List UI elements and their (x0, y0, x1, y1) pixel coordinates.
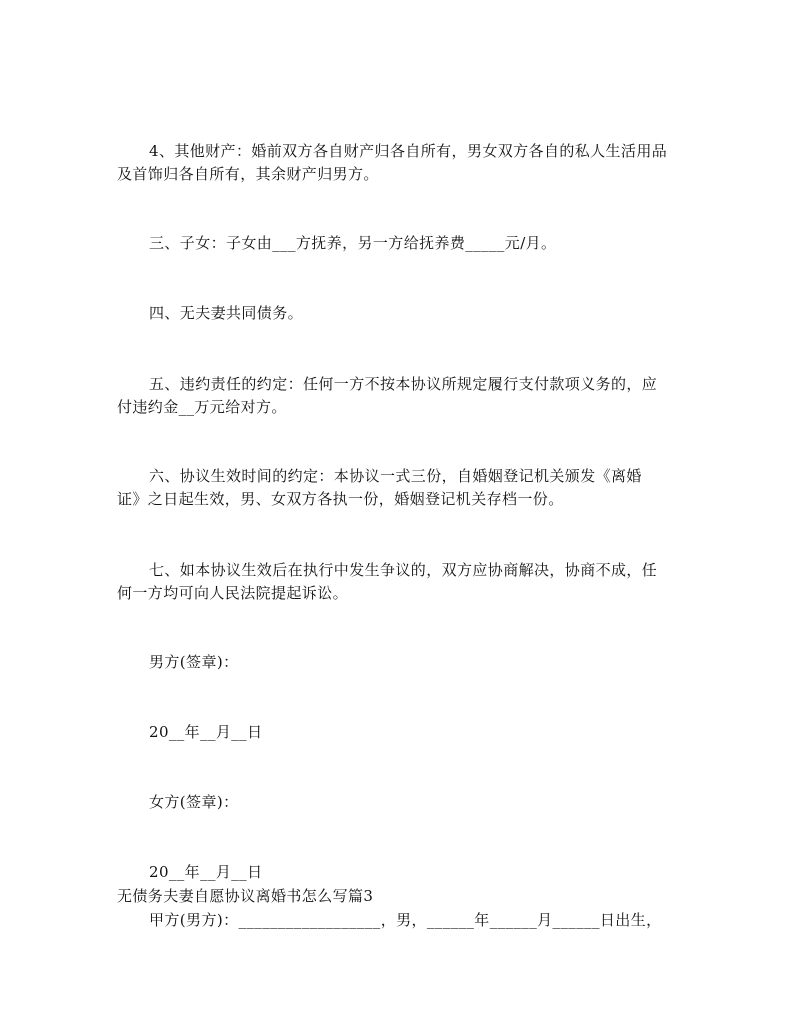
section-title: 无债务夫妻自愿协议离婚书怎么写篇3 (117, 887, 374, 905)
paragraph-liability-line-2: 付违约金__万元给对方。 (117, 398, 287, 416)
party-a-line: 甲方(男方)：__________________，男，______年______月______日出生， (149, 911, 662, 929)
paragraph-property-line-1: 4、其他财产：婚前双方各自财产归各自所有，男女双方各自的私人生活用品 (149, 142, 668, 160)
female-signature-date: 20__年__月__日 (149, 863, 263, 881)
paragraph-liability-line-1: 五、违约责任的约定：任何一方不按本协议所规定履行支付款项义务的，应 (149, 375, 658, 393)
paragraph-dispute-line-1: 七、如本协议生效后在执行中发生争议的，双方应协商解决，协商不成，任 (149, 561, 658, 579)
paragraph-dispute-line-2: 何一方均可向人民法院提起诉讼。 (117, 584, 349, 602)
male-signature-date: 20__年__月__日 (149, 723, 263, 741)
paragraph-debts: 四、无夫妻共同债务。 (149, 304, 304, 322)
paragraph-property-line-2: 及首饰归各自所有，其余财产归男方。 (117, 165, 379, 183)
male-signature-label: 男方(签章)： (149, 653, 239, 671)
paragraph-effective-line-1: 六、协议生效时间的约定：本协议一式三份，自婚姻登记机关颁发《离婚 (149, 467, 642, 485)
paragraph-children: 三、子女：子女由___方抚养，另一方给抚养费_____元/月。 (149, 234, 557, 252)
female-signature-label: 女方(签章)： (149, 793, 239, 811)
paragraph-effective-line-2: 证》之日起生效，男、女双方各执一份，婚姻登记机关存档一份。 (117, 490, 564, 508)
